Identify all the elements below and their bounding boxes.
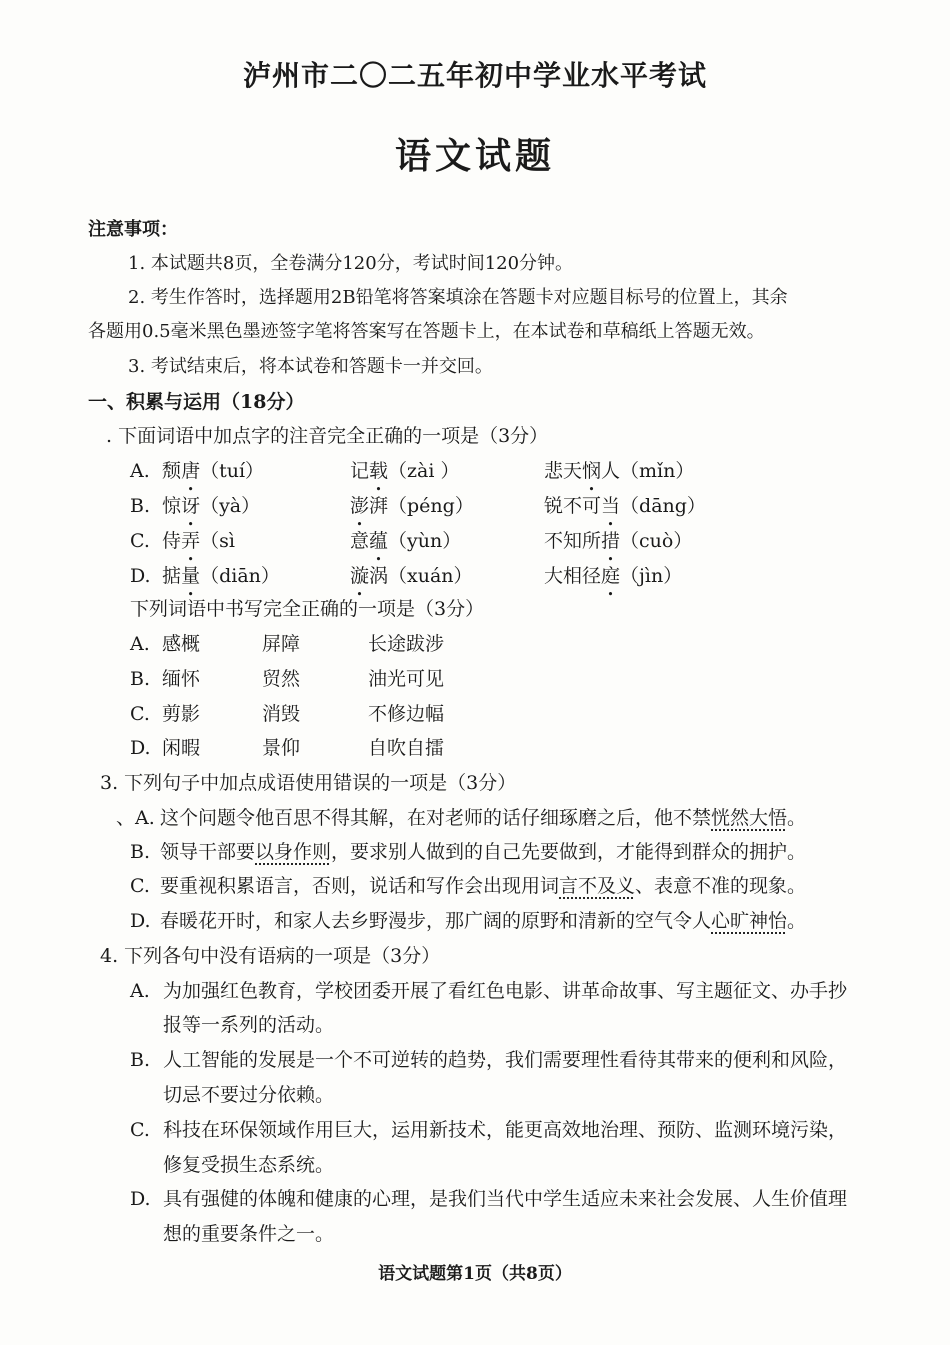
q1-c-word2 bbox=[350, 529, 461, 553]
q1-option-a bbox=[130, 459, 264, 483]
pinyin: 人（mǐn） bbox=[601, 460, 695, 482]
q4-option-a-line1: 为加强红色教育，学校团委开展了看红色电影、讲革命故事、写主题征文、办手抄 bbox=[163, 980, 848, 1002]
sentence-text: 。 bbox=[787, 910, 807, 932]
sentence-text: 领导干部要 bbox=[160, 841, 256, 863]
word: 惊 bbox=[162, 495, 182, 517]
q2-stem: 下列词语中书写完全正确的一项是（3分） bbox=[130, 598, 485, 620]
pinyin: 涡（xuán） bbox=[369, 565, 473, 587]
q1-d-word3 bbox=[544, 564, 682, 588]
word: 缅怀 bbox=[162, 668, 201, 690]
q4-option-a-line2: 报等一系列的活动。 bbox=[163, 1014, 335, 1036]
pinyin: （cuò） bbox=[620, 530, 693, 552]
dotted-char: 唐 bbox=[181, 460, 201, 482]
q3-option-a bbox=[116, 806, 806, 830]
pinyin: （zài ） bbox=[388, 460, 460, 482]
q4-stem: 4. 下列各句中没有语病的一项是（3分） bbox=[100, 945, 441, 967]
word: 大相径 bbox=[544, 565, 602, 587]
sentence-text: 春暖花开时，和家人去乡野漫步，那广阔的原野和清新的空气令人 bbox=[160, 910, 712, 932]
pinyin: （jìn） bbox=[620, 565, 683, 587]
dotted-char: 庭 bbox=[601, 565, 621, 587]
pinyin: 湃（péng） bbox=[369, 495, 474, 517]
option-label: D. bbox=[130, 910, 151, 932]
dotted-idiom: 以身作则 bbox=[255, 841, 332, 863]
word: 侍 bbox=[162, 530, 182, 552]
q2-option-b bbox=[130, 667, 200, 691]
option-label: A. bbox=[130, 633, 150, 655]
q1-option-c bbox=[130, 529, 235, 553]
q4-option-b-label: B. bbox=[130, 1049, 151, 1071]
q2-c-word2: 消毁 bbox=[262, 703, 301, 725]
q2-option-c bbox=[130, 702, 200, 726]
q3-option-c bbox=[130, 874, 806, 898]
option-label: A. bbox=[130, 460, 150, 482]
q2-d-word3: 自吹自擂 bbox=[368, 737, 445, 759]
pinyin: （tuí） bbox=[200, 460, 265, 482]
dotted-idiom: 恍然大悟 bbox=[711, 807, 788, 829]
q1-option-d bbox=[130, 564, 280, 588]
option-label: C. bbox=[130, 875, 150, 897]
q1-a-word3 bbox=[544, 459, 694, 483]
dotted-char: 漩 bbox=[350, 565, 370, 587]
word: 锐不可 bbox=[544, 495, 602, 517]
pinyin: （diān） bbox=[200, 565, 280, 587]
sentence-text: 。 bbox=[787, 807, 807, 829]
q1-a-word2 bbox=[350, 459, 460, 483]
word: 记 bbox=[350, 460, 370, 482]
word: 剪影 bbox=[162, 703, 201, 725]
option-label: 、A. bbox=[116, 807, 155, 829]
q2-d-word2: 景仰 bbox=[262, 737, 301, 759]
word: 颓 bbox=[162, 460, 182, 482]
option-label: D. bbox=[130, 565, 151, 587]
q3-stem: 3. 下列句子中加点成语使用错误的一项是（3分） bbox=[100, 772, 517, 794]
q4-option-b-line2: 切忌不要过分依赖。 bbox=[163, 1084, 335, 1106]
q1-b-word3 bbox=[544, 494, 706, 518]
pinyin: （yà） bbox=[200, 495, 261, 517]
option-label: B. bbox=[130, 495, 151, 517]
notice-item-2b: 各题用0.5毫米黑色墨迹签字笔将答案写在答题卡上，在本试卷和草稿纸上答题无效。 bbox=[88, 321, 765, 342]
q4-option-d-line2: 想的重要条件之一。 bbox=[163, 1223, 335, 1245]
option-label: B. bbox=[130, 841, 151, 863]
dotted-char: 措 bbox=[601, 530, 621, 552]
sentence-text: 、表意不准的现象。 bbox=[635, 875, 807, 897]
q4-option-a-label: A. bbox=[130, 980, 150, 1002]
word: 不知所 bbox=[544, 530, 602, 552]
dotted-idiom: 心旷神怡 bbox=[711, 910, 788, 932]
dotted-idiom: 言不及义 bbox=[559, 875, 636, 897]
word: 感概 bbox=[162, 633, 201, 655]
dotted-char: 弄 bbox=[181, 530, 201, 552]
q2-c-word3: 不修边幅 bbox=[368, 703, 445, 725]
q2-b-word3: 油光可见 bbox=[368, 668, 445, 690]
word: 意 bbox=[350, 530, 370, 552]
q1-stem: . 下面词语中加点字的注音完全正确的一项是（3分） bbox=[106, 425, 549, 447]
pinyin: （yùn） bbox=[388, 530, 462, 552]
notice-heading: 注意事项： bbox=[88, 219, 178, 240]
q1-c-word3 bbox=[544, 529, 692, 553]
dotted-char: 讶 bbox=[181, 495, 201, 517]
q4-option-b-line1: 人工智能的发展是一个不可逆转的趋势，我们需要理性看待其带来的便利和风险， bbox=[163, 1049, 848, 1071]
dotted-char: 量 bbox=[181, 565, 201, 587]
notice-item-2a: 2. 考生作答时，选择题用2B铅笔将答案填涂在答题卡对应题目标号的位置上，其余 bbox=[128, 287, 788, 308]
notice-item-3: 3. 考试结束后，将本试卷和答题卡一并交回。 bbox=[128, 356, 493, 377]
q3-option-b bbox=[130, 840, 806, 864]
q1-option-b bbox=[130, 494, 260, 518]
q1-d-word2 bbox=[350, 564, 473, 588]
word: 闲暇 bbox=[162, 737, 201, 759]
q2-option-d bbox=[130, 736, 200, 760]
dotted-char: 当 bbox=[601, 495, 621, 517]
sentence-text: 要重视积累语言，否则，说话和写作会出现用词 bbox=[160, 875, 560, 897]
sentence-text: ，要求别人做到的自己先要做到，才能得到群众的拥护。 bbox=[331, 841, 807, 863]
q4-option-d-line1: 具有强健的体魄和健康的心理，是我们当代中学生适应未来社会发展、人生价值理 bbox=[163, 1188, 848, 1210]
word: 掂 bbox=[162, 565, 182, 587]
subject-title: 语文试题 bbox=[394, 135, 555, 177]
exam-title: 泸州市二〇二五年初中学业水平考试 bbox=[242, 59, 707, 92]
option-label: C. bbox=[130, 703, 150, 725]
q2-a-word2: 屏障 bbox=[262, 633, 301, 655]
section-1-heading: 一、积累与运用（18分） bbox=[88, 391, 305, 413]
pinyin: （sì bbox=[200, 530, 235, 552]
option-label: C. bbox=[130, 530, 150, 552]
q4-option-c-line1: 科技在环保领域作用巨大，运用新技术，能更高效地治理、预防、监测环境污染， bbox=[163, 1119, 848, 1141]
q4-option-d-label: D. bbox=[130, 1188, 151, 1210]
dotted-char: 蕴 bbox=[369, 530, 389, 552]
option-label: D. bbox=[130, 737, 151, 759]
q2-a-word3: 长途跋涉 bbox=[368, 633, 445, 655]
q2-option-a bbox=[130, 632, 200, 656]
dotted-char: 悯 bbox=[582, 460, 602, 482]
sentence-text: 这个问题令他百思不得其解，在对老师的话仔细琢磨之后，他不禁 bbox=[160, 807, 712, 829]
dotted-char: 载 bbox=[369, 460, 389, 482]
dotted-char: 澎 bbox=[350, 495, 370, 517]
option-label: B. bbox=[130, 668, 151, 690]
q3-option-d bbox=[130, 909, 806, 933]
q4-option-c-label: C. bbox=[130, 1119, 150, 1141]
word: 悲天 bbox=[544, 460, 583, 482]
q2-b-word2: 贸然 bbox=[262, 668, 301, 690]
q4-option-c-line2: 修复受损生态系统。 bbox=[163, 1154, 335, 1176]
notice-item-1: 1. 本试题共8页，全卷满分120分，考试时间120分钟。 bbox=[128, 253, 574, 274]
page-footer: 语文试题第1页（共8页） bbox=[378, 1264, 572, 1284]
pinyin: （dāng） bbox=[620, 495, 706, 517]
q1-b-word2 bbox=[350, 494, 474, 518]
